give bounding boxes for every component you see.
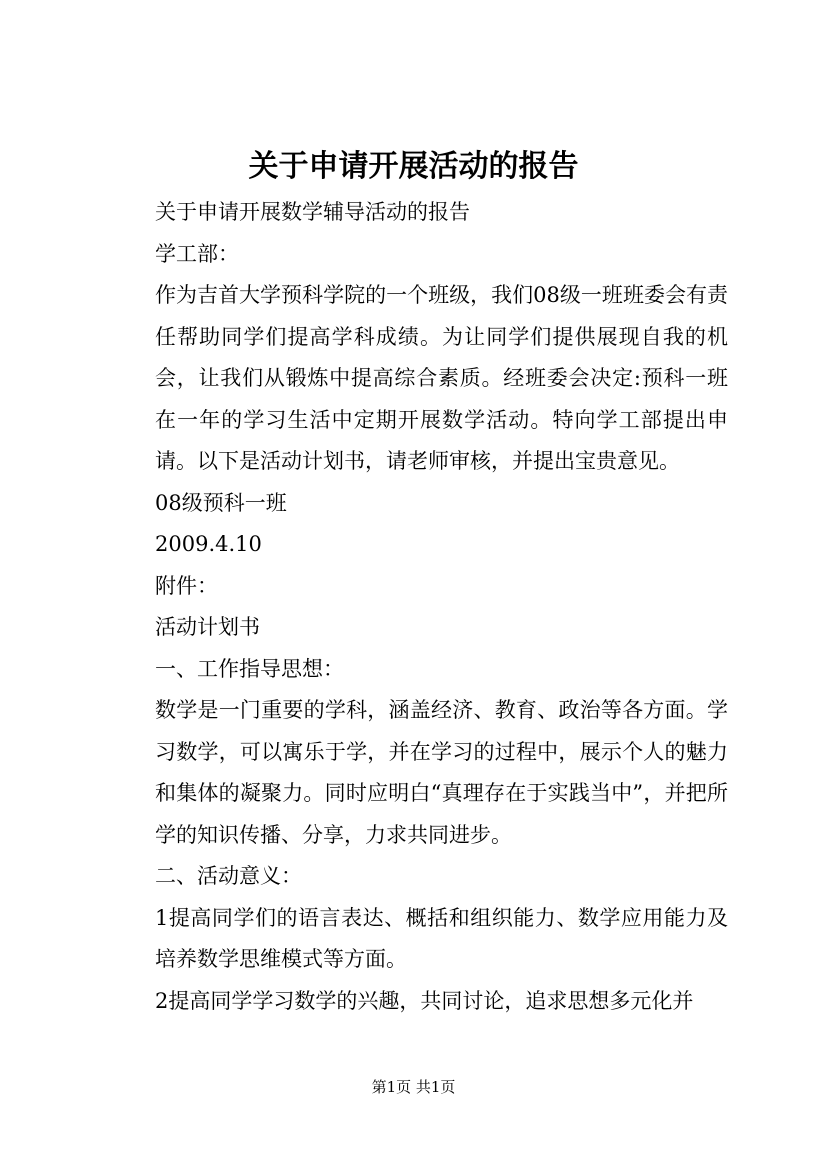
paragraph-recipient: 学工部： bbox=[155, 241, 239, 266]
paragraph-significance-2: 2提高同学学习数学的兴趣，共同讨论，追求思想多元化并 bbox=[155, 988, 694, 1013]
page-footer: 第1页 共1页 bbox=[371, 1078, 456, 1096]
paragraph-attachment-label: 附件： bbox=[155, 573, 218, 598]
paragraph-subtitle: 关于申请开展数学辅导活动的报告 bbox=[155, 200, 470, 224]
paragraph-sender: 08级预科一班 bbox=[155, 490, 287, 515]
section-heading-1: 一、工作指导思想： bbox=[155, 656, 344, 681]
document-title: 关于申请开展活动的报告 bbox=[248, 149, 579, 184]
paragraph-guiding-idea: 数学是一门重要的学科，涵盖经济、教育、政治等各方面。学习数学，可以寓乐于学，并在学习的过程中，展示个人的魅力和集体的凝聚力。同时应明白“真理存在于实践当中”，并把所学的知识传播、分享，力求共同进步。 bbox=[155, 698, 728, 847]
paragraph-intro: 作为吉首大学预科学院的一个班级，我们08级一班班委会有责任帮助同学们提高学科成绩。为让同学们提供展现自我的机会，让我们从锻炼中提高综合素质。经班委会决定:预科一班在一年的学习生活中定期开展数学活动。特向学工部提出申请。以下是活动计划书，请老师审核，并提出宝贵意见。 bbox=[155, 283, 728, 473]
paragraph-date: 2009.4.10 bbox=[155, 532, 262, 556]
section-heading-2: 二、活动意义： bbox=[155, 864, 302, 888]
paragraph-significance-1: 1提高同学们的语言表达、概括和组织能力、数学应用能力及培养数学思维模式等方面。 bbox=[155, 905, 728, 971]
paragraph-plan-title: 活动计划书 bbox=[155, 615, 260, 639]
document-body bbox=[112, 192, 728, 1022]
